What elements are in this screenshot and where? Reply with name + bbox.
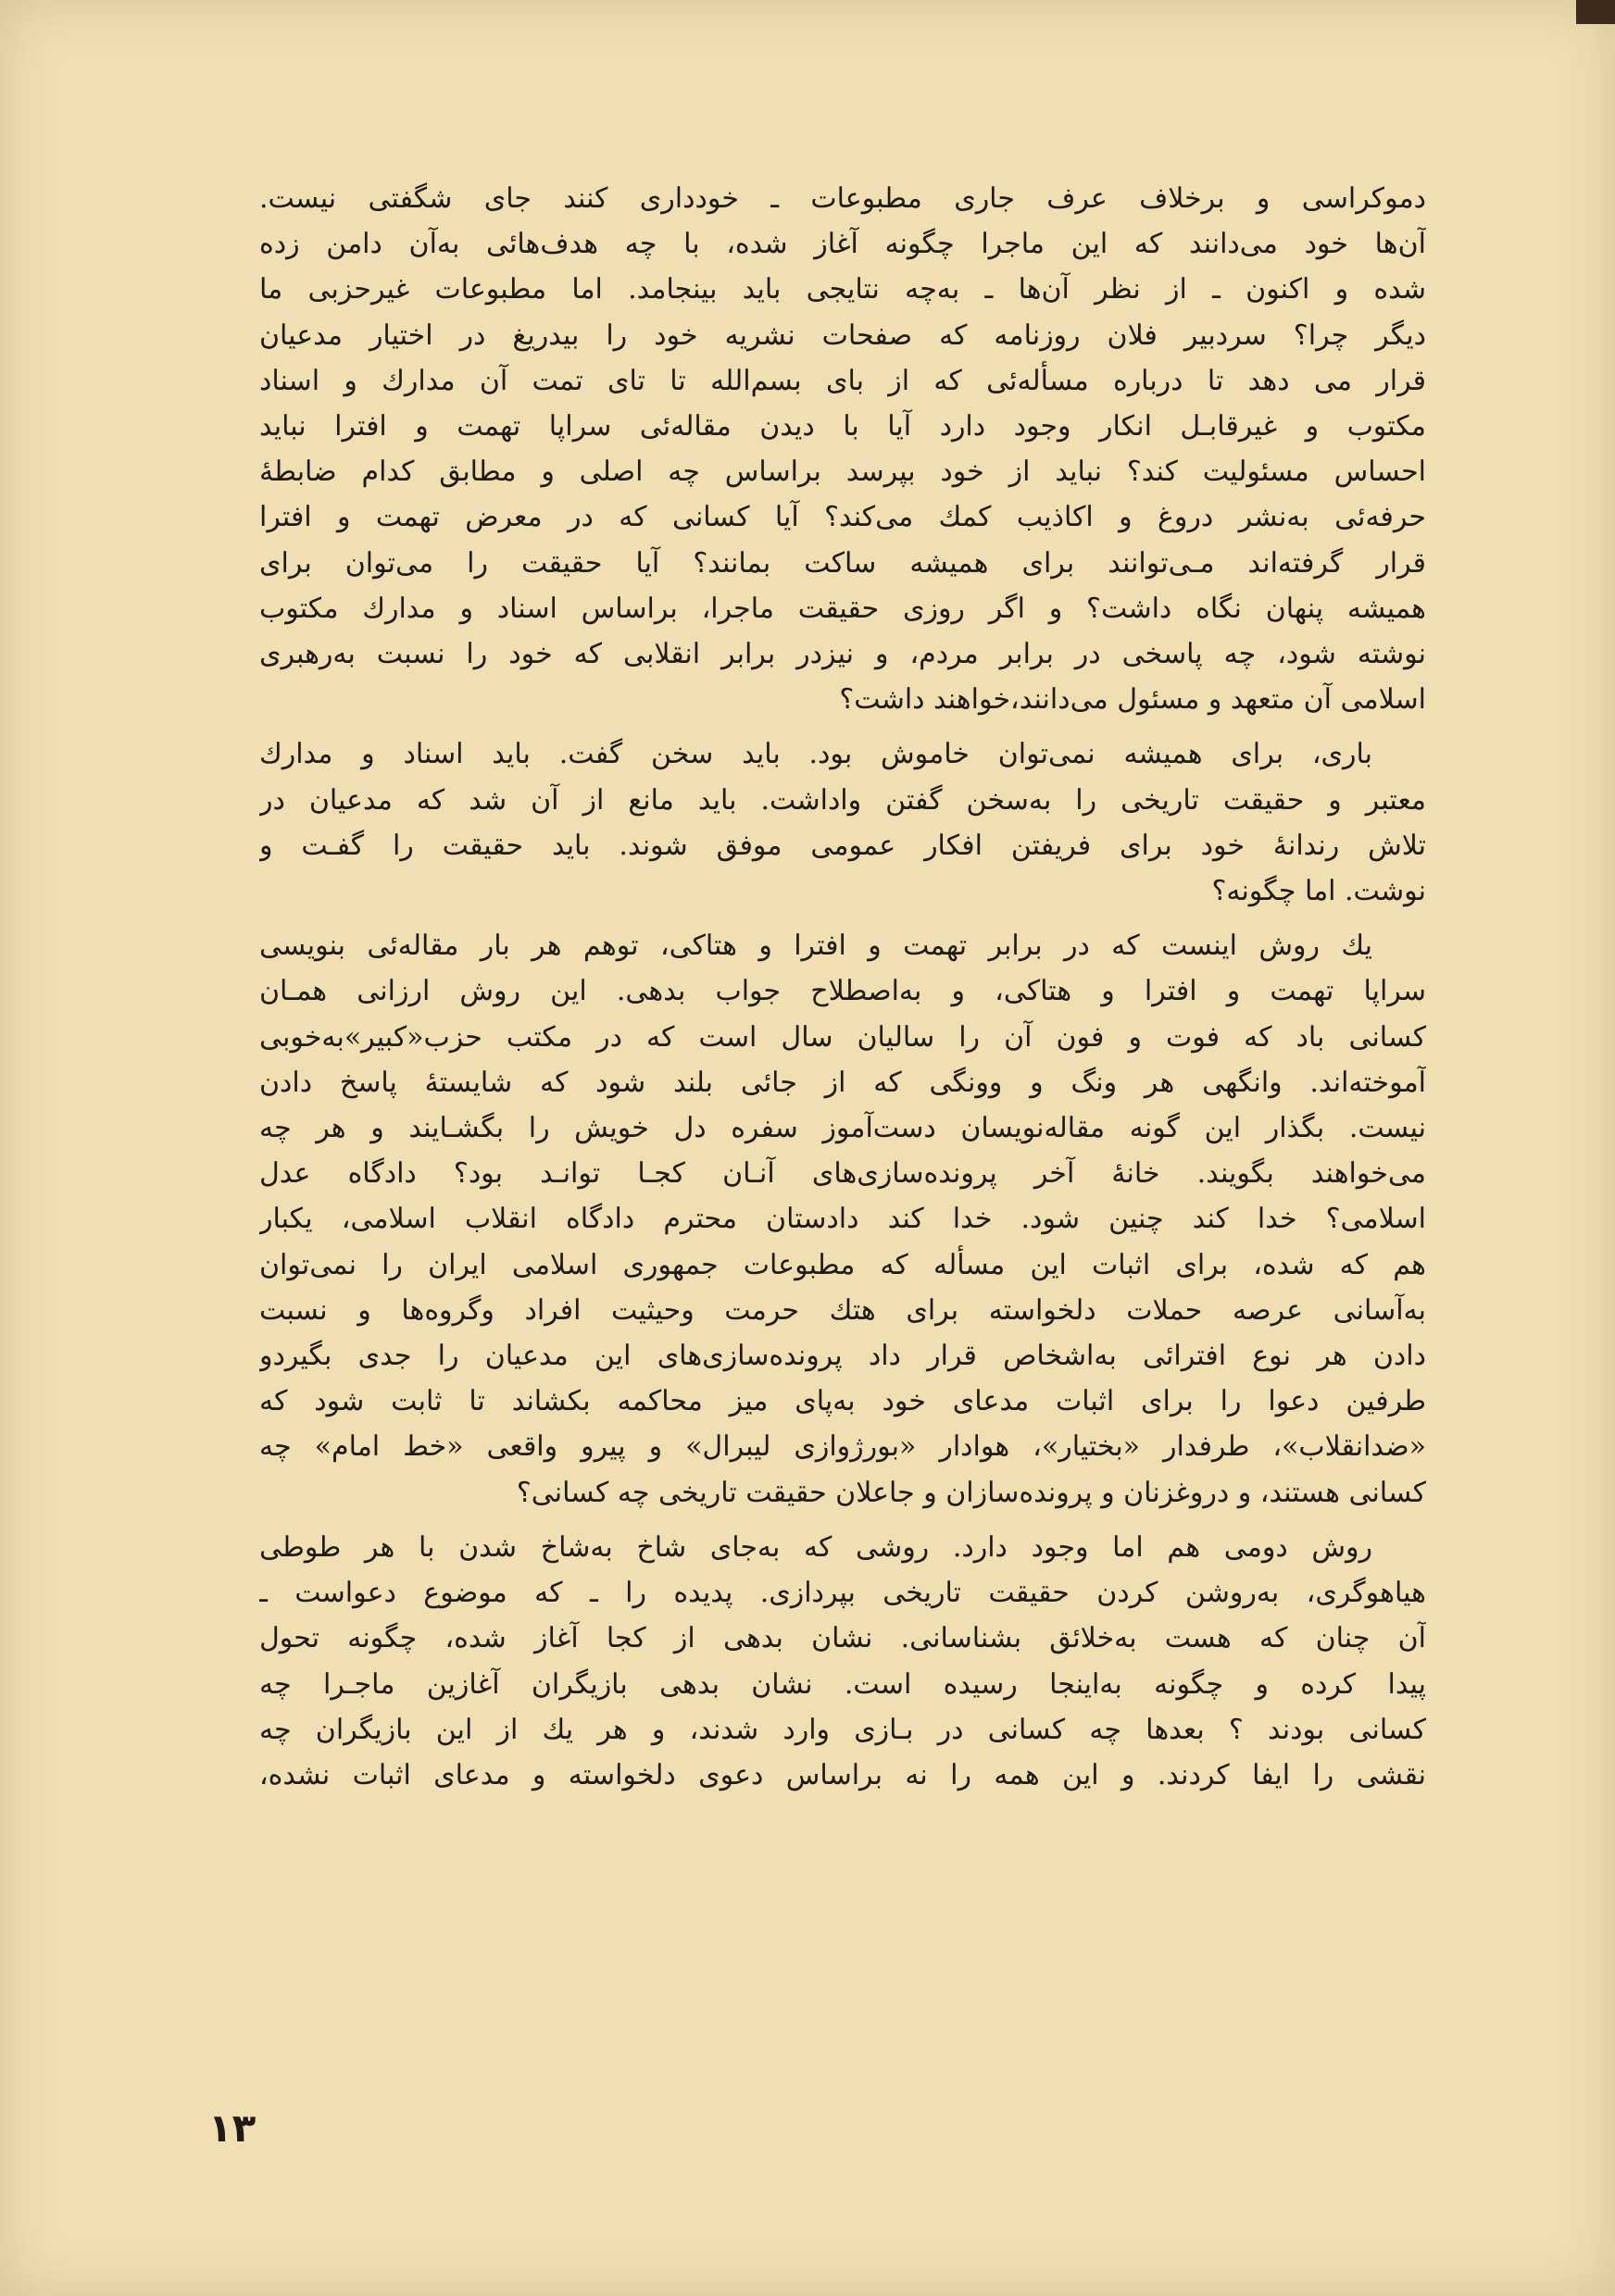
text-line: روش دومی هم اما وجود دارد. روشی که به‌جای شاخ به‌شاخ شدن با هر طوطی — [259, 1530, 1372, 1564]
text-line: حرفه‌ئی به‌نشر دروغ و اکاذیب کمك می‌کند؟ آیا کسانی که در معرض تهمت و افترا — [259, 501, 1426, 534]
text-line: یك روش اینست که در برابر تهمت و افترا و هتاکی، توهم هر بار مقاله‌ئی بنویسی — [259, 930, 1372, 963]
text-line: نقشی را ایفا کردند. و این همه را نه براساس دعوی دلخواسته و مدعای اثبات نشده، — [259, 1758, 1426, 1791]
text-line: معتبر و حقیقت تاریخی را به‌سخن گفتن واداشت. باید مانع از آن شد که مدعیان در — [259, 783, 1426, 817]
text-line: سراپا تهمت و افترا و هتاکی، و به‌اصطلاح جواب بدهی. این روش ارزانی همـان — [259, 975, 1426, 1008]
text-line: تلاش رندانهٔ خود برای فریفتن افکار عمومی موفق شوند. باید حقیقت را گفـت و — [259, 829, 1426, 862]
text-line: قرار می دهد تا درباره مسأله‌ئی که از بای بسم‌الله تا تای تمت آن مدارك و اسناد — [259, 364, 1426, 397]
text-line: اسلامی؟ خدا کند چنین شود. خدا کند دادستان محترم دادگاه انقلاب اسلامی، یکبار — [259, 1203, 1426, 1236]
text-line: شده و اکنون ـ از نظر آن‌ها ـ به‌چه نتایجی باید بینجامد. اما مطبوعات غیرحزبی ما — [259, 273, 1426, 306]
body-text — [259, 176, 1426, 1807]
text-line: احساس مسئولیت کند؟ نباید از خود بپرسد براساس چه اصلی و مطابق کدام ضابطهٔ — [259, 455, 1426, 489]
text-line: مکتوب و غیرقابـل انکار وجود دارد آیا با دیدن مقاله‌ئی سراپا تهمت و افترا نباید — [259, 410, 1426, 443]
text-line: قرار گرفته‌اند مـی‌توانند برای همیشه ساکت بمانند؟ آیا حقیقت را می‌توان برای — [259, 546, 1426, 580]
page-corner-tab — [1576, 0, 1615, 24]
text-line: نیست. بگذار این گونه مقاله‌نویسان دست‌آموز سفره دل خویش را بگشـایند و هر چه — [259, 1112, 1426, 1145]
text-line: دموکراسی و برخلاف عرف جاری مطبوعات ـ خودداری کنند جای شگفتی نیست. — [259, 182, 1426, 215]
text-line: به‌آسانی عرصه حملات دلخواسته برای هتك حرمت وحیثیت افراد وگروه‌ها و نسبت — [259, 1293, 1426, 1327]
text-line: نوشته شود، چه پاسخی در برابر مردم، و نیزدر برابر انقلابی که خود را نسبت به‌رهبری — [259, 638, 1426, 671]
page-number: ۱۳ — [208, 2105, 257, 2151]
paragraph-1 — [259, 176, 1426, 722]
text-line: «ضدانقلاب»، طرفدار «بختیار»، هوادار «بورژوازی لیبرال» و پیرو واقعی «خط امام» چه — [259, 1430, 1426, 1464]
text-line: کسانی بودند ؟ بعدها چه کسانی در بـازی وارد شدند، و هر یك از این بازیگران چه — [259, 1713, 1426, 1746]
text-line: هم که شده، برای اثبات این مسأله که مطبوعات جمهوری اسلامی ایران را نمی‌توان — [259, 1248, 1426, 1281]
text-line: کسانی باد که فوت و فون آن را سالیان سال است که در مکتب حزب«کبیر»به‌خوبی — [259, 1020, 1426, 1054]
text-line: نوشت. اما چگونه؟ — [1211, 875, 1426, 908]
text-line: همیشه پنهان نگاه داشت؟ و اگر روزی حقیقت ماجرا، براساس اسناد و مدارك مکتوب — [259, 592, 1426, 625]
text-line: کسانی هستند، و دروغزنان و پرونده‌سازان و جاعلان حقیقت تاریخی چه کسانی؟ — [516, 1476, 1426, 1509]
text-line: باری، برای همیشه نمی‌توان خاموش بود. باید سخن گفت. باید اسناد و مدارك — [259, 738, 1372, 771]
text-line: آن چنان که هست به‌خلائق بشناسانی. نشان بدهی از کجا آغاز شده، چگونه تحول — [259, 1622, 1426, 1655]
text-line: دیگر چرا؟ سردبیر فلان روزنامه که صفحات نشریه خود را بیدریغ در اختیار مدعیان — [259, 318, 1426, 352]
paragraph-2 — [259, 731, 1426, 914]
text-line: دادن هر نوع افترائی به‌اشخاص قرار داد پرونده‌سازی‌های این مدعیان را جدی بگیردو — [259, 1340, 1426, 1373]
text-line: اسلامی آن متعهد و مسئول می‌دانند،خواهند داشت؟ — [839, 683, 1426, 717]
paragraph-3 — [259, 923, 1426, 1516]
text-line: طرفین دعوا را برای اثبات مدعای خود به‌پای میز محاکمه بکشاند تا ثابت شود که — [259, 1385, 1426, 1418]
text-line: هیاهوگری، به‌روشن کردن حقیقت تاریخی بپردازی. پدیده را ـ که موضوع دعواست ـ — [259, 1577, 1426, 1610]
paragraph-4 — [259, 1525, 1426, 1798]
text-line: آن‌ها خود می‌دانند که این ماجرا چگونه آغاز شده، با چه هدف‌هائی به‌آن دامن زده — [259, 228, 1426, 261]
text-line: می‌خواهند بگویند. خانهٔ آخر پرونده‌سازی‌های آنـان کجـا توانـد بود؟ دادگاه عدل — [259, 1157, 1426, 1191]
text-line: پیدا کرده و چگونه به‌اینجا رسیده است. نشان بدهی بازیگران آغازین ماجـرا چه — [259, 1667, 1426, 1701]
text-line: آموخته‌اند. وانگهی هر ونگ و وونگی که از جائی بلند شود که شایستهٔ پاسخ دادن — [259, 1066, 1426, 1099]
